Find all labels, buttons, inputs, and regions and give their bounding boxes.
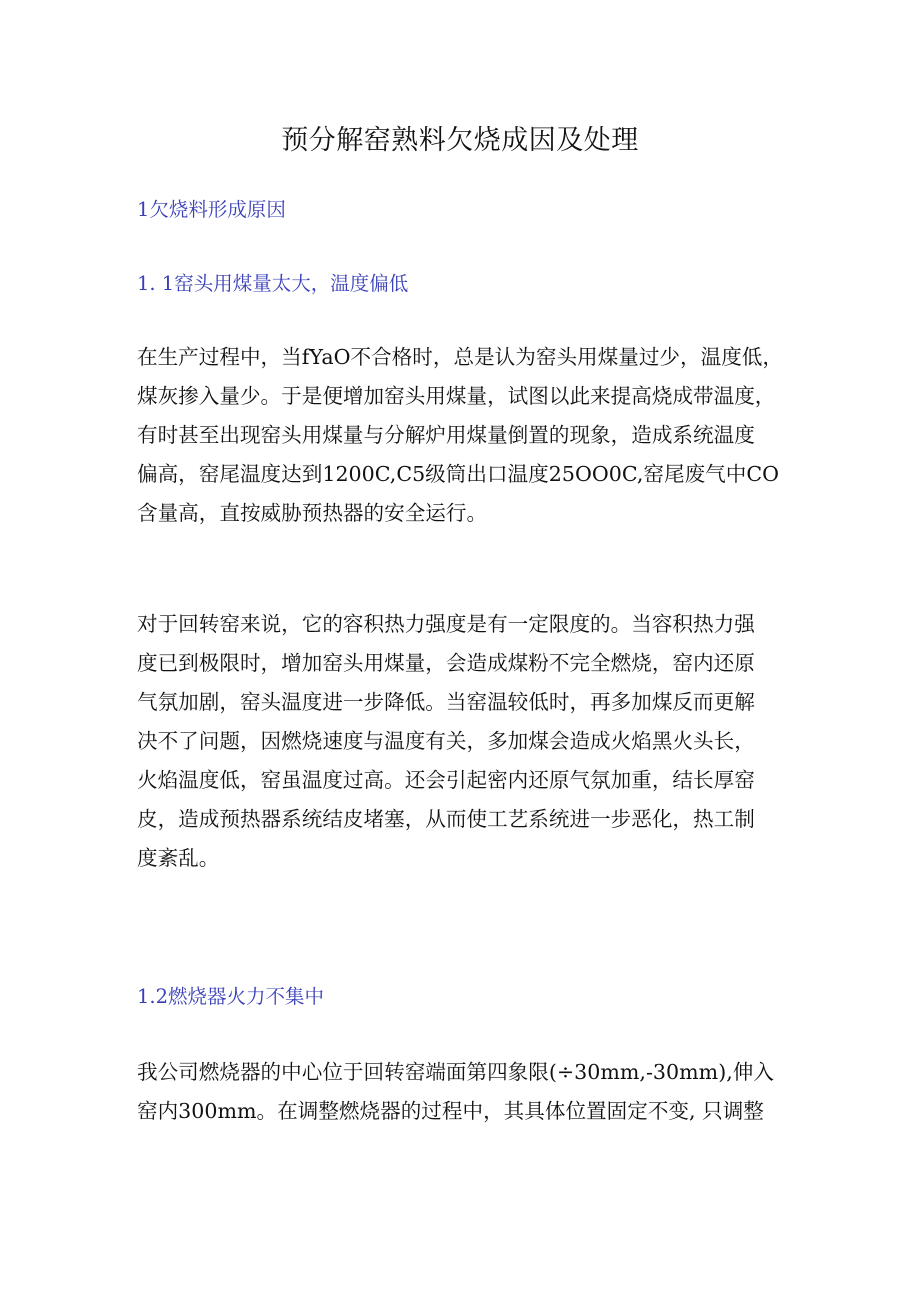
text-line: 我公司燃烧器的中心位于回转窑端面第四象限(÷30mm,-30mm),伸入 [137, 1060, 774, 1084]
document-title: 预分解窑熟料欠烧成因及处理 [281, 125, 639, 156]
text-line: 决不了问题，因燃烧速度与温度有关，多加煤会造成火焰黑火头长， [137, 729, 755, 753]
text-line: 煤灰掺入量少。于是便增加窑头用煤量，试图以此来提高烧成带温度， [137, 384, 776, 408]
text-line: 度已到极限时，增加窑头用煤量，会造成煤粉不完全燃烧，窑内还原 [137, 651, 755, 675]
text-line: 度紊乱。 [137, 846, 220, 870]
section-heading-1: 1欠烧料形成原因 [137, 198, 286, 221]
text-line: 皮，造成预热器系统结皮堵塞，从而使工艺系统进一步恶化，热工制 [137, 807, 755, 831]
text-line: 含量高，直按威胁预热器的安全运行。 [137, 501, 488, 525]
text-line: 偏高，窑尾温度达到1200C,C5级筒出口温度25OO0C,窑尾废气中CO [137, 462, 779, 486]
section-heading-1-1: 1. 1窑头用煤量太大，温度偏低 [137, 272, 409, 295]
text-line: 在生产过程中，当fYaO不合格时，总是认为窑头用煤量过少，温度低， [137, 345, 783, 369]
paragraph-coal-usage [137, 338, 783, 533]
text-line: 窑内300mm。在调整燃烧器的过程中，其具体位置固定不变, 只调整 [137, 1099, 764, 1123]
paragraph-burner-position [137, 1053, 783, 1131]
text-line: 火焰温度低，窑虽温度过高。还会引起密内还原气氛加重，结长厚窑 [137, 768, 755, 792]
section-heading-1-2: 1.2燃烧器火力不集中 [137, 985, 325, 1008]
text-line: 对于回转窑来说，它的容积热力强度是有一定限度的。当容积热力强 [137, 612, 755, 636]
text-line: 有时甚至出现窑头用煤量与分解炉用煤量倒置的现象，造成系统温度 [137, 423, 755, 447]
text-line: 气氛加剧，窑头温度进一步降低。当窑温较低时，再多加煤反而更解 [137, 690, 755, 714]
paragraph-kiln-capacity [137, 605, 783, 878]
